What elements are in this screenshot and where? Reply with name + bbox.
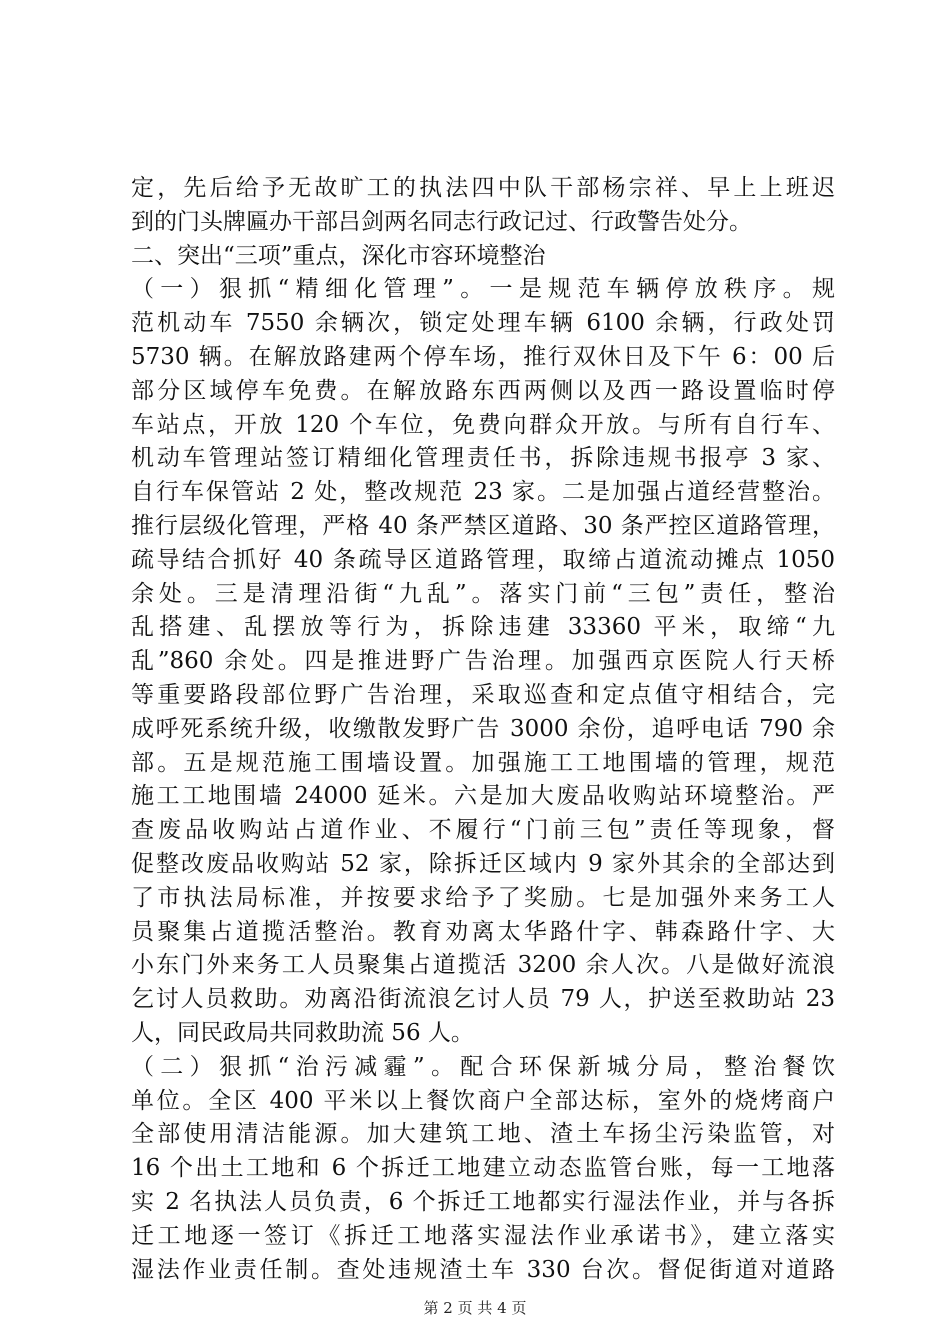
text-line: 到的门头牌匾办干部吕剑两名同志行政记过、行政警告处分。: [131, 208, 752, 235]
text-line: 小东门外来务工人员聚集占道揽活 3200 余人次。八是做好流浪: [131, 952, 835, 979]
text-line: 疏导结合抓好 40 条疏导区道路管理，取缔占道流动摊点 1050: [131, 546, 835, 573]
text-line: 促整改废品收购站 52 家，除拆迁区域内 9 家外其余的全部达到: [131, 850, 835, 877]
text-line: 施工工地围墙 24000 延米。六是加大废品收购站环境整治。严: [131, 783, 835, 810]
text-line: （一）狠抓“精细化管理”。一是规范车辆停放秩序。规: [131, 276, 835, 303]
text-line: 湿法作业责任制。查处违规渣土车 330 台次。督促街道对道路: [131, 1256, 835, 1283]
text-line: （二）狠抓“治污减霾”。配合环保新城分局，整治餐饮: [131, 1053, 835, 1080]
text-line: 5730 辆。在解放路建两个停车场，推行双休日及下午 6：00 后: [131, 343, 835, 370]
text-line: 成呼死系统升级，收缴散发野广告 3000 余份，追呼电话 790 余: [131, 715, 835, 742]
text-line: 余处。三是清理沿街“九乱”。落实门前“三包”责任，整治: [131, 580, 835, 607]
text-line: 乱搭建、乱摆放等行为，拆除违建 33360 平米，取缔“九: [131, 614, 835, 641]
text-line: 人，同民政局共同救助流 56 人。: [131, 1019, 474, 1046]
text-line: 全部使用清洁能源。加大建筑工地、渣土车扬尘污染监管，对: [131, 1121, 835, 1148]
document-body: [131, 172, 835, 1287]
text-line: 了市执法局标准，并按要求给予了奖励。七是加强外来务工人: [131, 884, 835, 911]
text-line: 乱”860 余处。四是推进野广告治理。加强西京医院人行天桥: [131, 648, 835, 675]
text-line: 16 个出土工地和 6 个拆迁工地建立动态监管台账，每一工地落: [131, 1155, 835, 1182]
text-line: 查废品收购站占道作业、不履行“门前三包”责任等现象，督: [131, 817, 835, 844]
text-line: 实 2 名执法人员负责，6 个拆迁工地都实行湿法作业，并与各拆: [131, 1188, 835, 1215]
page-footer: 第 2 页 共 4 页: [423, 1299, 527, 1317]
text-line: 乞讨人员救助。劝离沿街流浪乞讨人员 79 人，护送至救助站 23: [131, 986, 835, 1013]
text-line: 二、突出“三项”重点，深化市容环境整治: [131, 242, 546, 269]
text-line: 员聚集占道揽活整治。教育劝离太华路什字、韩森路什字、大: [131, 918, 835, 945]
text-line: 自行车保管站 2 处，整改规范 23 家。二是加强占道经营整治。: [131, 479, 835, 506]
text-line: 范机动车 7550 余辆次，锁定处理车辆 6100 余辆，行政处罚: [131, 310, 835, 337]
text-line: 单位。全区 400 平米以上餐饮商户全部达标，室外的烧烤商户: [131, 1087, 835, 1114]
text-line: 车站点，开放 120 个车位，免费向群众开放。与所有自行车、: [131, 411, 835, 438]
text-line: 部。五是规范施工围墙设置。加强施工工地围墙的管理，规范: [131, 749, 835, 776]
text-line: 机动车管理站签订精细化管理责任书，拆除违规书报亭 3 家、: [131, 445, 835, 472]
text-line: 迁工地逐一签订《拆迁工地落实湿法作业承诺书》，建立落实: [131, 1222, 835, 1249]
text-line: 部分区域停车免费。在解放路东西两侧以及西一路设置临时停: [131, 377, 835, 404]
text-line: 定，先后给予无故旷工的执法四中队干部杨宗祥、早上上班迟: [131, 175, 835, 201]
text-line: 等重要路段部位野广告治理，采取巡查和定点值守相结合，完: [131, 681, 835, 708]
text-line: 推行层级化管理，严格 40 条严禁区道路、30 条严控区道路管理，: [131, 512, 835, 539]
